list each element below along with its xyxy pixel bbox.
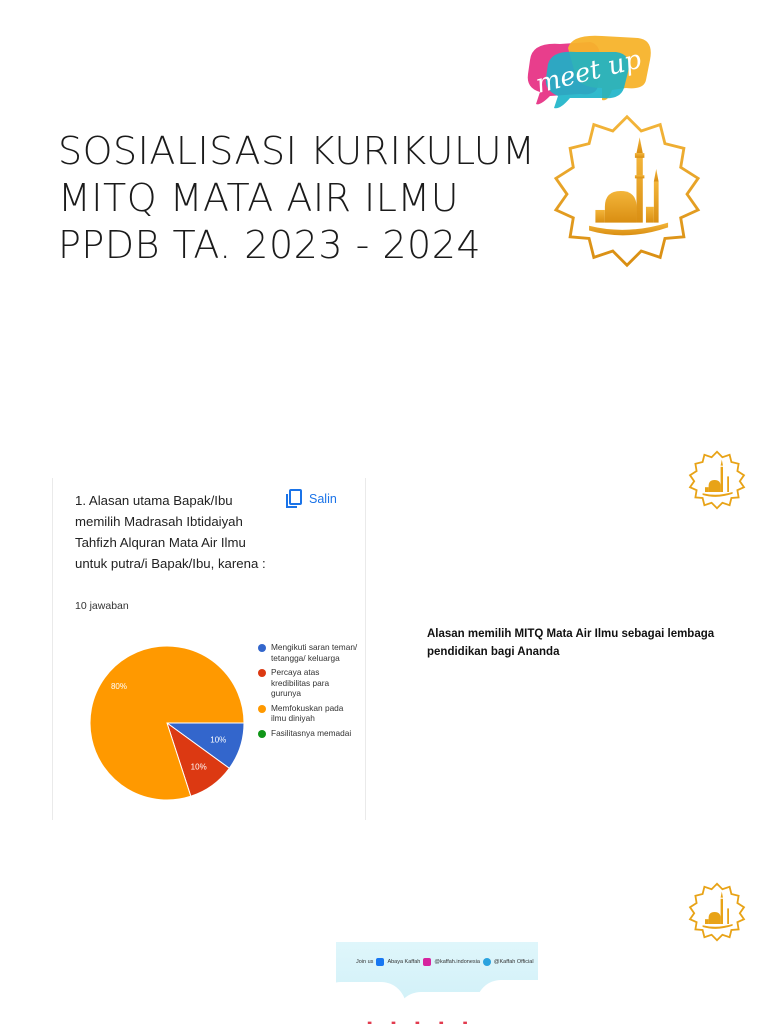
- telegram-handle[interactable]: @Kaffah Official: [493, 959, 534, 965]
- legend-dot-3: [258, 730, 266, 738]
- pie-label-1: 10%: [190, 762, 207, 772]
- pie-label-0: 10%: [210, 735, 227, 745]
- instagram-icon: [423, 958, 431, 966]
- meetup-text: meet up: [532, 44, 645, 100]
- copy-button[interactable]: [285, 488, 337, 510]
- pie-chart: [89, 645, 245, 801]
- answer-count: 10 jawaban: [75, 600, 129, 612]
- copy-label: Salin: [309, 492, 337, 506]
- legend-label-1: Percaya atas kredibilitas para gurunya: [271, 667, 330, 698]
- instagram-handle[interactable]: @kaffah.indonesia: [434, 959, 480, 965]
- social-banner: [336, 942, 538, 1024]
- legend-dot-2: [258, 705, 266, 713]
- legend-label-3: Fasilitasnya memadai: [271, 727, 352, 738]
- pie-label-2: 80%: [110, 682, 128, 691]
- mosque-logo-small: [686, 450, 748, 510]
- chart-legend: [258, 642, 358, 742]
- survey-question: 1. Alasan utama Bapak/Ibu memilih Madrasah Ibtidaiyah Tahfizh Alquran Mata Air Ilmu untuk putra/i Bapak/Ibu, karena :: [75, 493, 266, 571]
- join-text: Join us: [356, 959, 374, 965]
- legend-label-2: Memfokuskan pada ilmu diniyah: [271, 702, 344, 723]
- telegram-icon: [483, 958, 491, 966]
- chart-caption: Alasan memilih MITQ Mata Air Ilmu sebagai lembaga pendidikan bagi Ananda: [427, 628, 715, 658]
- page-title: [58, 128, 538, 269]
- legend-dot-1: [258, 669, 266, 677]
- legend-item-3: [258, 728, 358, 739]
- survey-result-card: [52, 478, 366, 820]
- title-line-2: MITQ MATA AIR ILMU: [58, 176, 460, 220]
- title-line-1: SOSIALISASI KURIKULUM: [58, 129, 536, 173]
- copy-icon: [285, 489, 303, 509]
- banner-decoration: · · · · ·: [366, 1008, 475, 1024]
- social-row: [356, 958, 534, 966]
- legend-label-0: Mengikuti saran teman/ tetangga/ keluarga: [271, 642, 358, 663]
- legend-item-1: [258, 667, 358, 699]
- facebook-handle[interactable]: Abaya Kaffah: [387, 959, 421, 965]
- meetup-logo: [520, 30, 660, 110]
- title-line-3: PPDB TA. 2023 - 2024: [58, 223, 482, 267]
- facebook-icon: [376, 958, 384, 966]
- legend-dot-0: [258, 644, 266, 652]
- mosque-logo: [546, 112, 708, 270]
- mosque-logo-small: [686, 882, 748, 942]
- legend-item-2: [258, 703, 358, 724]
- legend-item-0: [258, 642, 358, 663]
